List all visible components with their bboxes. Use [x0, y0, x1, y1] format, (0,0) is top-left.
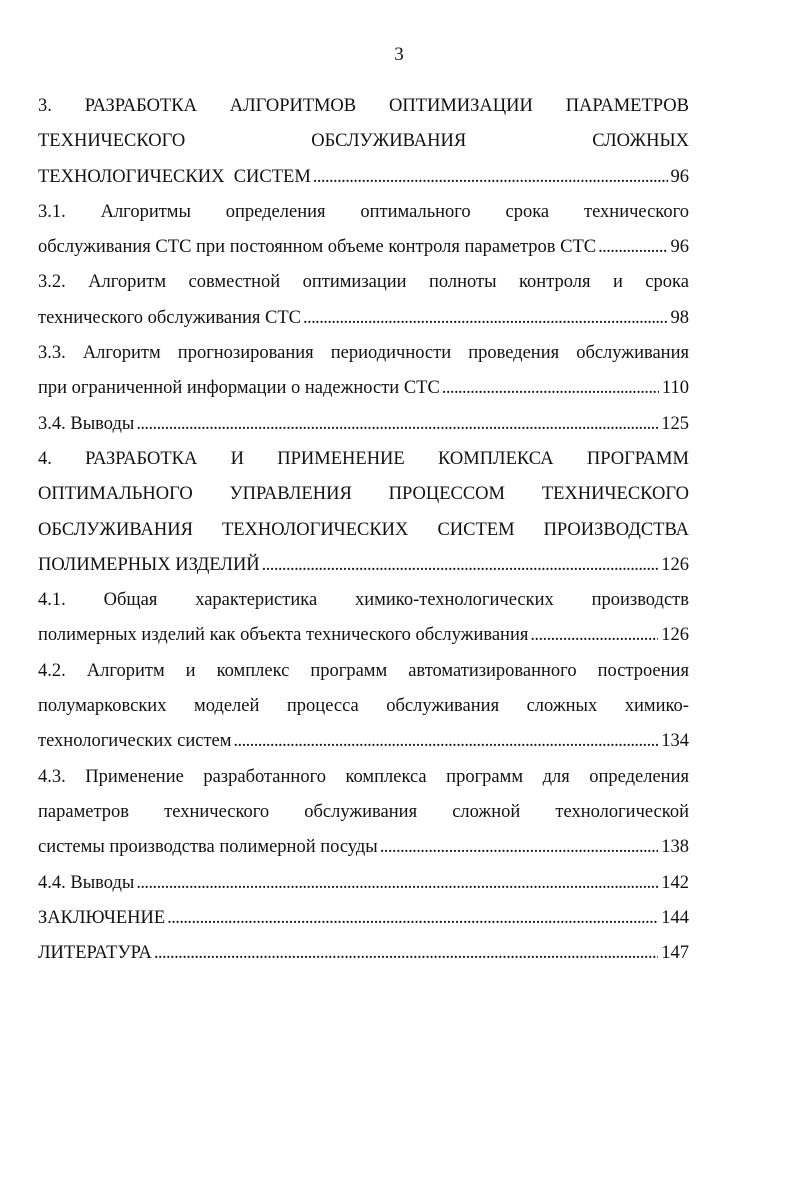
- dot-leader: [598, 230, 667, 265]
- toc-word: РАЗРАБОТКА: [84, 96, 197, 116]
- toc-entry-last-line: [38, 548, 689, 583]
- toc-word: разработанного: [203, 766, 326, 787]
- toc-word: обслуживания: [304, 801, 418, 822]
- toc-page-number: 126: [661, 625, 689, 646]
- toc-entry-last-line: [38, 866, 689, 901]
- toc-entry-line: [38, 583, 689, 618]
- toc-word: полумарковских: [38, 696, 167, 717]
- toc-word: Алгоритм: [88, 272, 167, 293]
- toc-word: периодичности: [330, 343, 452, 364]
- toc-entry-line: [38, 513, 689, 548]
- toc-word: контроля: [519, 272, 591, 293]
- toc-entry-last-line: [38, 230, 689, 265]
- toc-word: обслуживания: [386, 696, 500, 717]
- toc-word: срока: [645, 272, 689, 293]
- toc-entry-title: системы производства полимерной посуды: [38, 837, 378, 858]
- toc-entry-line: [38, 124, 689, 159]
- toc-entry-last-line: [38, 901, 689, 936]
- toc-word: Алгоритм: [82, 343, 161, 364]
- toc-entry-line: [38, 760, 689, 795]
- toc-word: ПРОЦЕССОМ: [388, 484, 505, 505]
- toc-word: характеристика: [195, 590, 318, 611]
- toc-word: технологической: [555, 801, 689, 822]
- toc-entry-line: [38, 654, 689, 689]
- toc-page-number: 110: [661, 378, 689, 399]
- toc-entry-line: [38, 336, 689, 371]
- toc-word: УПРАВЛЕНИЯ: [229, 484, 352, 505]
- toc-word: ОБСЛУЖИВАНИЯ: [38, 519, 193, 540]
- toc-entry-title: 3.4. Выводы: [38, 413, 135, 434]
- toc-word: срока: [505, 201, 550, 222]
- dot-leader: [233, 724, 658, 759]
- toc-entry[interactable]: [38, 265, 689, 336]
- toc-word: Применение: [85, 766, 184, 787]
- toc-entry-line: [38, 795, 689, 830]
- toc-word: 3.: [38, 96, 52, 116]
- toc-page-number: 144: [661, 907, 689, 928]
- toc-word: ОБСЛУЖИВАНИЯ: [311, 131, 467, 152]
- toc-word: 3.2.: [38, 272, 66, 293]
- toc-word: сложных: [526, 696, 598, 717]
- dot-leader: [136, 407, 658, 442]
- toc-entry[interactable]: [38, 901, 689, 936]
- dot-leader: [154, 936, 658, 971]
- toc-word: для: [542, 766, 570, 787]
- toc-word: программ: [310, 660, 388, 681]
- toc-entry[interactable]: [38, 195, 689, 266]
- toc-entry-title: ЛИТЕРАТУРА: [38, 943, 152, 964]
- toc-entry-title: обслуживания СТС при постоянном объеме контроля параметров СТС: [38, 237, 597, 258]
- toc-page-number: 125: [661, 413, 689, 434]
- toc-word: СИСТЕМ: [437, 519, 515, 540]
- toc-word: технического: [584, 201, 689, 222]
- toc-word: моделей: [193, 696, 260, 717]
- toc-word: комплекс: [216, 660, 290, 681]
- toc-entry-last-line: [38, 301, 689, 336]
- toc-word: АЛГОРИТМОВ: [229, 96, 357, 116]
- toc-entry[interactable]: [38, 89, 689, 195]
- toc-entry-last-line: [38, 618, 689, 653]
- toc-word: определения: [225, 201, 326, 222]
- toc-word: 4.2.: [38, 660, 66, 681]
- dot-leader: [136, 866, 658, 901]
- page-number: 3: [394, 44, 404, 65]
- toc-word: параметров: [38, 801, 130, 822]
- toc-entry-last-line: [38, 160, 689, 195]
- toc-word: ТЕХНОЛОГИЧЕСКИХ: [221, 519, 409, 540]
- toc-page-number: 147: [661, 943, 689, 964]
- toc-word: Алгоритм: [86, 660, 165, 681]
- toc-word: сложной: [452, 801, 521, 822]
- toc-word: ПРИМЕНЕНИЕ: [277, 448, 405, 469]
- toc-page-number: 134: [661, 731, 689, 752]
- toc-entry-line: [38, 442, 689, 477]
- toc-entry-title: ЗАКЛЮЧЕНИЕ: [38, 907, 166, 928]
- toc-word: ПРОИЗВОДСТВА: [543, 519, 689, 540]
- toc-word: автоматизированного: [408, 660, 577, 681]
- toc-page-number: 96: [670, 237, 689, 258]
- toc-entry-line: [38, 265, 689, 300]
- toc-word: СЛОЖНЫХ: [592, 131, 689, 152]
- toc-entry-title: 4.4. Выводы: [38, 872, 135, 893]
- toc-word: КОМПЛЕКСА: [438, 448, 554, 469]
- toc-entry[interactable]: [38, 583, 689, 654]
- toc-entry-title: технического обслуживания СТС: [38, 307, 302, 328]
- dot-leader: [313, 160, 668, 195]
- toc-word: оптимального: [360, 201, 471, 222]
- toc-entry-last-line: [38, 407, 689, 442]
- toc-entry[interactable]: [38, 654, 689, 760]
- toc-word: и: [612, 272, 623, 293]
- toc-word: химико-: [624, 696, 689, 717]
- dot-leader: [303, 301, 667, 336]
- toc-page-number: 138: [661, 837, 689, 858]
- toc-entry-last-line: [38, 936, 689, 971]
- toc-word: технического: [164, 801, 270, 822]
- toc-page-number: 96: [670, 166, 689, 187]
- toc-word: Общая: [103, 590, 158, 611]
- dot-leader: [442, 371, 659, 406]
- toc-entry-title: ПОЛИМЕРНЫХ ИЗДЕЛИЙ: [38, 554, 260, 575]
- dot-leader: [380, 830, 659, 865]
- toc-entry-title: при ограниченной информации о надежности СТС: [38, 378, 440, 399]
- toc-entry-last-line: [38, 830, 689, 865]
- dot-leader: [262, 548, 659, 583]
- toc-word: определения: [589, 766, 689, 787]
- toc-entry[interactable]: [38, 936, 689, 971]
- toc-word: Алгоритмы: [100, 201, 191, 222]
- toc-entry[interactable]: [38, 442, 689, 583]
- toc-page-number: 126: [661, 554, 689, 575]
- toc-word: построения: [597, 660, 689, 681]
- toc-word: 4.1.: [38, 590, 66, 611]
- toc-entry-line: [38, 477, 689, 512]
- toc-word: прогнозирования: [177, 343, 314, 364]
- toc-word: процесса: [286, 696, 359, 717]
- toc-word: производств: [591, 590, 689, 611]
- toc-word: ПАРАМЕТРОВ: [565, 96, 689, 116]
- toc-word: ОПТИМАЛЬНОГО: [38, 484, 193, 505]
- toc-word: 4.3.: [38, 766, 66, 787]
- toc-word: ТЕХНИЧЕСКОГО: [38, 131, 186, 152]
- toc-page-number: 98: [670, 307, 689, 328]
- toc-word: ОПТИМИЗАЦИИ: [388, 96, 533, 116]
- table-of-contents: [38, 89, 689, 971]
- toc-word: 3.1.: [38, 201, 66, 222]
- toc-word: И: [230, 448, 245, 469]
- dot-leader: [167, 901, 658, 936]
- toc-word: и: [185, 660, 196, 681]
- toc-page-number: 142: [661, 872, 689, 893]
- toc-entry-line: [38, 195, 689, 230]
- toc-entry-title: полимерных изделий как объекта технического обслуживания: [38, 625, 529, 646]
- toc-word: химико-технологических: [355, 590, 554, 611]
- toc-entry[interactable]: [38, 866, 689, 901]
- toc-word: оптимизации: [302, 272, 407, 293]
- toc-word: ТЕХНИЧЕСКОГО: [541, 484, 689, 505]
- toc-word: 3.3.: [38, 343, 66, 364]
- toc-word: совместной: [188, 272, 281, 293]
- toc-entry-line: [38, 89, 689, 124]
- toc-word: РАЗРАБОТКА: [85, 448, 198, 469]
- toc-entry[interactable]: [38, 336, 689, 407]
- toc-word: полноты: [429, 272, 497, 293]
- toc-entry-last-line: [38, 724, 689, 759]
- toc-entry-title: ТЕХНОЛОГИЧЕСКИХ СИСТЕМ: [38, 166, 311, 187]
- toc-word: комплекса: [345, 766, 427, 787]
- toc-word: обслуживания: [576, 343, 689, 364]
- toc-word: 4.: [38, 448, 52, 469]
- toc-word: программ: [446, 766, 524, 787]
- toc-entry-last-line: [38, 371, 689, 406]
- toc-word: ПРОГРАММ: [586, 448, 689, 469]
- dot-leader: [530, 618, 658, 653]
- toc-entry[interactable]: [38, 760, 689, 866]
- toc-entry[interactable]: [38, 407, 689, 442]
- toc-entry-line: [38, 689, 689, 724]
- toc-word: проведения: [468, 343, 560, 364]
- toc-entry-title: технологических систем: [38, 731, 232, 752]
